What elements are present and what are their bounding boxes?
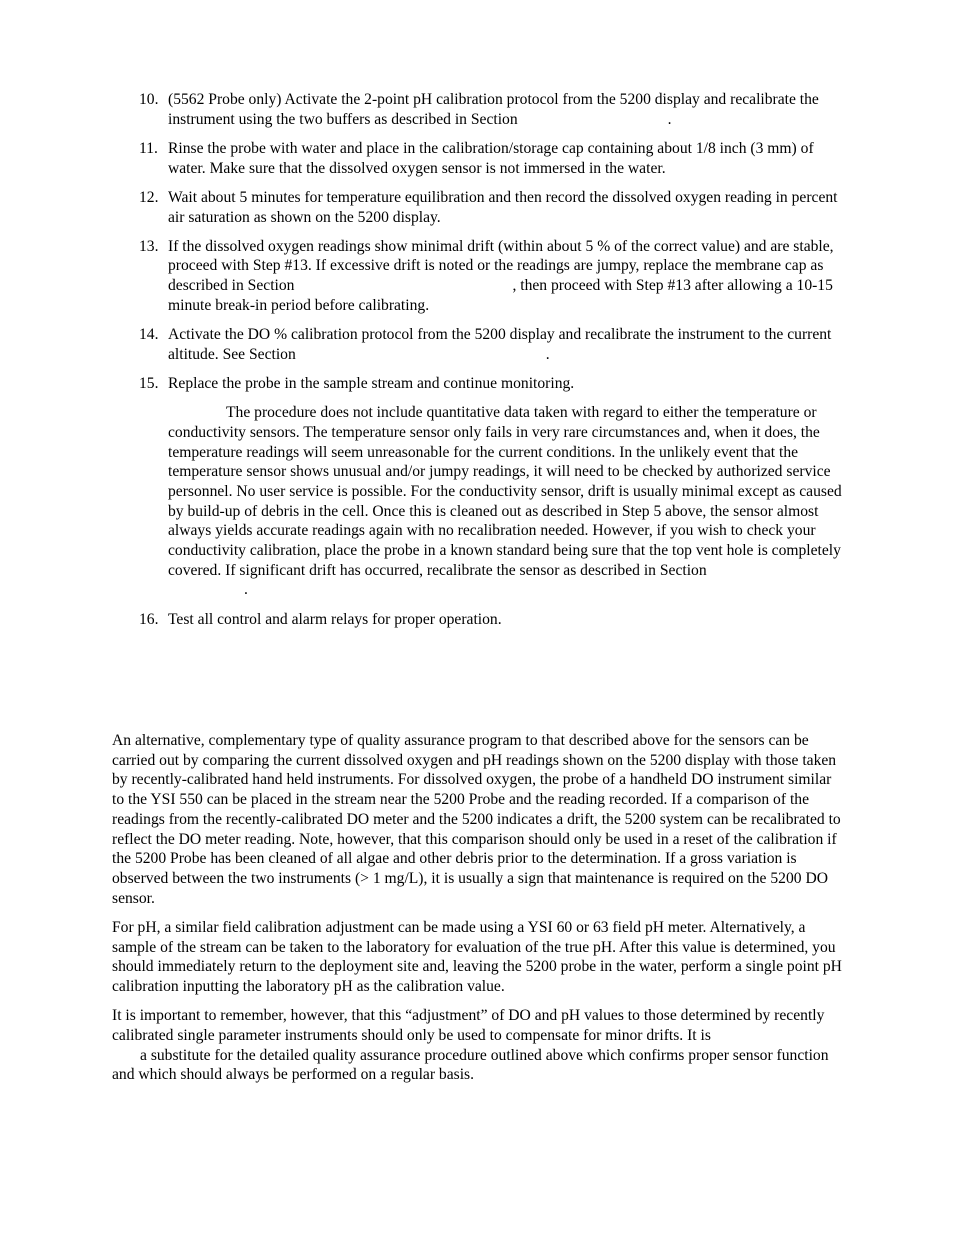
step-15 (139, 374, 854, 394)
paragraph-reminder (112, 1006, 847, 1085)
step-16 (139, 610, 854, 630)
qa-section (112, 731, 847, 1094)
step-14 (139, 325, 854, 364)
step-text: Rinse the probe with water and place in the calibration/storage cap containing about 1/8 inch (3 mm) of water. Make sure that the dissolved oxygen sensor is not immersed in the water. (168, 139, 814, 177)
reminder-text: It is important to remember, however, that this “adjustment” of DO and pH values to those determined by recently calibrated single parameter instruments should only be used to compensate for minor drifts. It is (112, 1007, 825, 1044)
step-number: 16. (139, 610, 159, 628)
note-text-tail: . (244, 581, 248, 599)
note-text: The procedure does not include quantitative data taken with regard to either the temperature or conductivity sensors. The temperature sensor only fails in very rare circumstances and, when it does, the temperature readings will seem unreasonable for the current conditions. In the unlikely event that the temperature sensor shows unusual and/or jumpy readings, it will need to be checked by authorized service personnel. No user service is possible. For the conductivity sensor, drift is usually minimal except as caused by build-up of debris in the cell. Once this is cleaned out as described in Step 5 above, the sensor almost always yields accurate readings again with no recalibration needed. However, if you wish to check your conductivity calibration, place the probe in a known standard being sure that the top vent hole is completely covered. If significant drift has occurred, recalibrate the sensor as described in Section (168, 404, 842, 579)
step-text: Activate the DO % calibration protocol from the 5200 display and recalibrate the instrument to the current altitude. See Section (168, 326, 832, 363)
step-text: Test all control and alarm relays for proper operation. (168, 610, 502, 628)
paragraph-do-comparison: An alternative, complementary type of quality assurance program to that described above for the sensors can be carried out by comparing the current dissolved oxygen and pH readings shown on the 5200 display with those taken by recently-calibrated hand held instruments. For dissolved oxygen, the probe of a handheld DO instrument similar to the YSI 550 can be placed in the stream near the 5200 Probe and the reading recorded. If a comparison of the readings from the recently-calibrated DO meter and the 5200 indicates a drift, the 5200 system can be recalibrated to reflect the DO meter reading. Note, however, that this comparison should only be used in a reset of the calibration if the 5200 Probe has been cleaned of all algae and other debris prior to the determination. If a gross variation is observed between the two instruments (> 1 mg/L), it is usually a sign that maintenance is required on the 5200 DO sensor. (112, 732, 841, 907)
step-text: Replace the probe in the sample stream and continue monitoring. (168, 374, 575, 392)
step-text-tail: , then proceed with Step #13 after allowing a 10-15 minute break-in period before calibrating. (168, 277, 833, 314)
step-10 (139, 90, 854, 129)
paragraph-ph-comparison: For pH, a similar field calibration adjustment can be made using a YSI 60 or 63 field pH meter. Alternatively, a sample of the stream can be taken to the laboratory for evaluation of the true pH. After this value is determined, you should immediately return to the deployment site and, leaving the 5200 probe in the water, perform a single point pH calibration inputting the laboratory pH as the calibration value. (112, 918, 842, 995)
step-text-tail: . (667, 110, 672, 128)
reminder-text-tail: a substitute for the detailed quality assurance procedure outlined above which confirms proper sensor function and which should always be performed on a regular basis. (112, 1046, 829, 1084)
step-11 (139, 139, 854, 178)
step-text: Wait about 5 minutes for temperature equilibration and then record the dissolved oxygen reading in percent air saturation as shown on the 5200 display. (168, 188, 838, 226)
step-text: (5562 Probe only) Activate the 2-point pH calibration protocol from the 5200 display and recalibrate the instrument using the two buffers as described in Section (168, 91, 819, 128)
step-13 (139, 237, 854, 316)
step-number: 11. (139, 139, 158, 157)
step-number: 12. (139, 188, 159, 206)
step-text-tail: . (545, 345, 550, 363)
step-number: 13. (139, 237, 159, 255)
step-text: If the dissolved oxygen readings show minimal drift (within about 5 % of the correct value) and are stable, proceed with Step #13. If excessive drift is noted or the readings are jumpy, replace the membrane cap as described in Section (168, 237, 834, 295)
step-12 (139, 188, 854, 227)
step-number: 10. (139, 91, 159, 108)
procedure-steps (139, 90, 854, 639)
step-number: 15. (139, 374, 159, 392)
calibration-note (139, 403, 854, 600)
step-number: 14. (139, 326, 159, 344)
